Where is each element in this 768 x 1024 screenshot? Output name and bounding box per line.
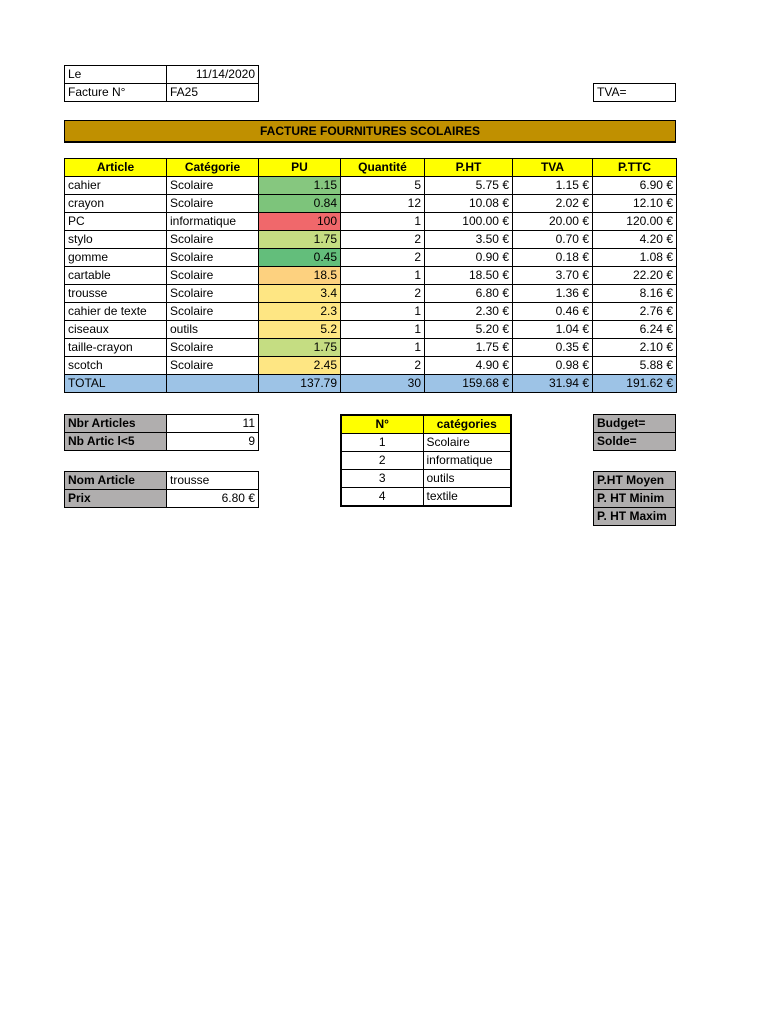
budget-block [593, 414, 676, 451]
table-row [65, 303, 677, 321]
category-cell[interactable]: Scolaire [167, 357, 259, 375]
invoice-title-banner: FACTURE FOURNITURES SCOLAIRES [64, 120, 676, 143]
article-cell[interactable]: trousse [65, 285, 167, 303]
nom-article-value[interactable]: trousse [167, 472, 259, 490]
tva-cell[interactable]: 2.02 € [513, 195, 593, 213]
tva-cell[interactable]: 20.00 € [513, 213, 593, 231]
pht-minim-label[interactable]: P. HT Minim [594, 490, 676, 508]
invoice-value[interactable]: FA25 [167, 84, 259, 102]
col-header-pht: P.HT [425, 159, 513, 177]
quantity-cell[interactable]: 1 [341, 213, 425, 231]
article-cell[interactable]: cahier de texte [65, 303, 167, 321]
article-cell[interactable]: PC [65, 213, 167, 231]
tva-cell[interactable]: 0.35 € [513, 339, 593, 357]
category-row [341, 452, 511, 470]
nb-artic-lt5-label: Nb Artic l<5 [65, 433, 167, 451]
article-cell[interactable]: ciseaux [65, 321, 167, 339]
unit-price-cell[interactable]: 18.5 [259, 267, 341, 285]
stats-block [64, 414, 259, 451]
category-cell[interactable]: Scolaire [167, 249, 259, 267]
price-ttc-cell[interactable]: 6.24 € [593, 321, 677, 339]
article-cell[interactable]: taille-crayon [65, 339, 167, 357]
tva-cell[interactable]: 0.70 € [513, 231, 593, 249]
article-cell[interactable]: stylo [65, 231, 167, 249]
total-row [65, 375, 677, 393]
table-row [65, 213, 677, 231]
quantity-cell[interactable]: 1 [341, 321, 425, 339]
category-cell[interactable]: informatique [167, 213, 259, 231]
table-row [65, 321, 677, 339]
price-ht-cell[interactable]: 1.75 € [425, 339, 513, 357]
tva-cell[interactable]: 3.70 € [513, 267, 593, 285]
table-row [65, 249, 677, 267]
unit-price-cell[interactable]: 5.2 [259, 321, 341, 339]
unit-price-cell[interactable]: 0.45 [259, 249, 341, 267]
category-cell[interactable]: Scolaire [167, 195, 259, 213]
table-row [65, 285, 677, 303]
price-ht-cell[interactable]: 5.75 € [425, 177, 513, 195]
price-ttc-cell[interactable]: 12.10 € [593, 195, 677, 213]
category-cell[interactable]: Scolaire [167, 177, 259, 195]
col-header-article: Article [65, 159, 167, 177]
table-row [65, 267, 677, 285]
tva-block [593, 83, 676, 102]
table-row [65, 177, 677, 195]
price-ttc-cell[interactable]: 2.76 € [593, 303, 677, 321]
article-cell[interactable]: crayon [65, 195, 167, 213]
tva-cell[interactable]: 0.18 € [513, 249, 593, 267]
category-number: 1 [341, 434, 423, 452]
quantity-cell[interactable]: 5 [341, 177, 425, 195]
price-ttc-cell[interactable]: 4.20 € [593, 231, 677, 249]
category-number: 3 [341, 470, 423, 488]
total-price-ht: 159.68 € [425, 375, 513, 393]
price-ht-cell[interactable]: 2.30 € [425, 303, 513, 321]
price-ht-cell[interactable]: 18.50 € [425, 267, 513, 285]
price-ttc-cell[interactable]: 1.08 € [593, 249, 677, 267]
tva-cell[interactable]: 1.04 € [513, 321, 593, 339]
unit-price-cell[interactable]: 2.3 [259, 303, 341, 321]
quantity-cell[interactable]: 12 [341, 195, 425, 213]
tva-label[interactable]: TVA= [594, 84, 676, 102]
unit-price-cell[interactable]: 100 [259, 213, 341, 231]
price-ht-cell[interactable]: 4.90 € [425, 357, 513, 375]
category-row [341, 470, 511, 488]
table-row [65, 339, 677, 357]
unit-price-cell[interactable]: 0.84 [259, 195, 341, 213]
nom-article-label: Nom Article [65, 472, 167, 490]
prix-value[interactable]: 6.80 € [167, 490, 259, 508]
invoice-table [64, 158, 677, 393]
quantity-cell[interactable]: 2 [341, 285, 425, 303]
categories-table [340, 414, 512, 507]
category-cell[interactable]: Scolaire [167, 303, 259, 321]
unit-price-cell[interactable]: 3.4 [259, 285, 341, 303]
cat-header-name: catégories [423, 415, 511, 434]
unit-price-cell[interactable]: 2.45 [259, 357, 341, 375]
tva-cell[interactable]: 1.15 € [513, 177, 593, 195]
header-block [64, 65, 259, 102]
total-label: TOTAL [65, 375, 167, 393]
price-ttc-cell[interactable]: 8.16 € [593, 285, 677, 303]
table-row [65, 231, 677, 249]
category-cell[interactable]: Scolaire [167, 339, 259, 357]
tva-cell[interactable]: 0.46 € [513, 303, 593, 321]
category-cell[interactable]: outils [167, 321, 259, 339]
quantity-cell[interactable]: 2 [341, 357, 425, 375]
prix-label: Prix [65, 490, 167, 508]
col-header-tva: TVA [513, 159, 593, 177]
table-row [65, 195, 677, 213]
col-header-pttc: P.TTC [593, 159, 677, 177]
date-value[interactable]: 11/14/2020 [167, 66, 259, 84]
total-quantity: 30 [341, 375, 425, 393]
date-label: Le [65, 66, 167, 84]
price-ht-cell[interactable]: 3.50 € [425, 231, 513, 249]
col-header-quantite: Quantité [341, 159, 425, 177]
price-ht-cell[interactable]: 0.90 € [425, 249, 513, 267]
quantity-cell[interactable]: 2 [341, 231, 425, 249]
total-tva: 31.94 € [513, 375, 593, 393]
nb-artic-lt5-value[interactable]: 9 [167, 433, 259, 451]
pht-stats-block [593, 471, 676, 526]
pht-maxim-label[interactable]: P. HT Maxim [594, 508, 676, 526]
article-cell[interactable]: gomme [65, 249, 167, 267]
quantity-cell[interactable]: 1 [341, 267, 425, 285]
price-ht-cell[interactable]: 10.08 € [425, 195, 513, 213]
budget-label[interactable]: Budget= [594, 415, 676, 433]
price-ht-cell[interactable]: 100.00 € [425, 213, 513, 231]
category-name[interactable]: textile [423, 488, 511, 507]
unit-price-cell[interactable]: 1.75 [259, 339, 341, 357]
total-price-ttc: 191.62 € [593, 375, 677, 393]
nbr-articles-label: Nbr Articles [65, 415, 167, 433]
price-ht-cell[interactable]: 6.80 € [425, 285, 513, 303]
category-row [341, 488, 511, 507]
total-category-cell [167, 375, 259, 393]
category-name[interactable]: informatique [423, 452, 511, 470]
col-header-categorie: Catégorie [167, 159, 259, 177]
total-unit-price: 137.79 [259, 375, 341, 393]
category-name[interactable]: Scolaire [423, 434, 511, 452]
nbr-articles-value[interactable]: 11 [167, 415, 259, 433]
article-cell[interactable]: cartable [65, 267, 167, 285]
price-ttc-cell[interactable]: 5.88 € [593, 357, 677, 375]
quantity-cell[interactable]: 2 [341, 249, 425, 267]
price-ht-cell[interactable]: 5.20 € [425, 321, 513, 339]
search-block [64, 471, 259, 508]
pht-moyen-label[interactable]: P.HT Moyen [594, 472, 676, 490]
category-row [341, 434, 511, 452]
tva-cell[interactable]: 0.98 € [513, 357, 593, 375]
table-row [65, 357, 677, 375]
price-ttc-cell[interactable]: 120.00 € [593, 213, 677, 231]
quantity-cell[interactable]: 1 [341, 339, 425, 357]
category-cell[interactable]: Scolaire [167, 231, 259, 249]
category-cell[interactable]: Scolaire [167, 267, 259, 285]
category-cell[interactable]: Scolaire [167, 285, 259, 303]
category-number: 2 [341, 452, 423, 470]
article-cell[interactable]: cahier [65, 177, 167, 195]
unit-price-cell[interactable]: 1.75 [259, 231, 341, 249]
category-number: 4 [341, 488, 423, 507]
price-ttc-cell[interactable]: 2.10 € [593, 339, 677, 357]
article-cell[interactable]: scotch [65, 357, 167, 375]
invoice-label: Facture N° [65, 84, 167, 102]
unit-price-cell[interactable]: 1.15 [259, 177, 341, 195]
tva-cell[interactable]: 1.36 € [513, 285, 593, 303]
price-ttc-cell[interactable]: 22.20 € [593, 267, 677, 285]
price-ttc-cell[interactable]: 6.90 € [593, 177, 677, 195]
category-name[interactable]: outils [423, 470, 511, 488]
solde-label[interactable]: Solde= [594, 433, 676, 451]
quantity-cell[interactable]: 1 [341, 303, 425, 321]
cat-header-number: N° [341, 415, 423, 434]
col-header-pu: PU [259, 159, 341, 177]
